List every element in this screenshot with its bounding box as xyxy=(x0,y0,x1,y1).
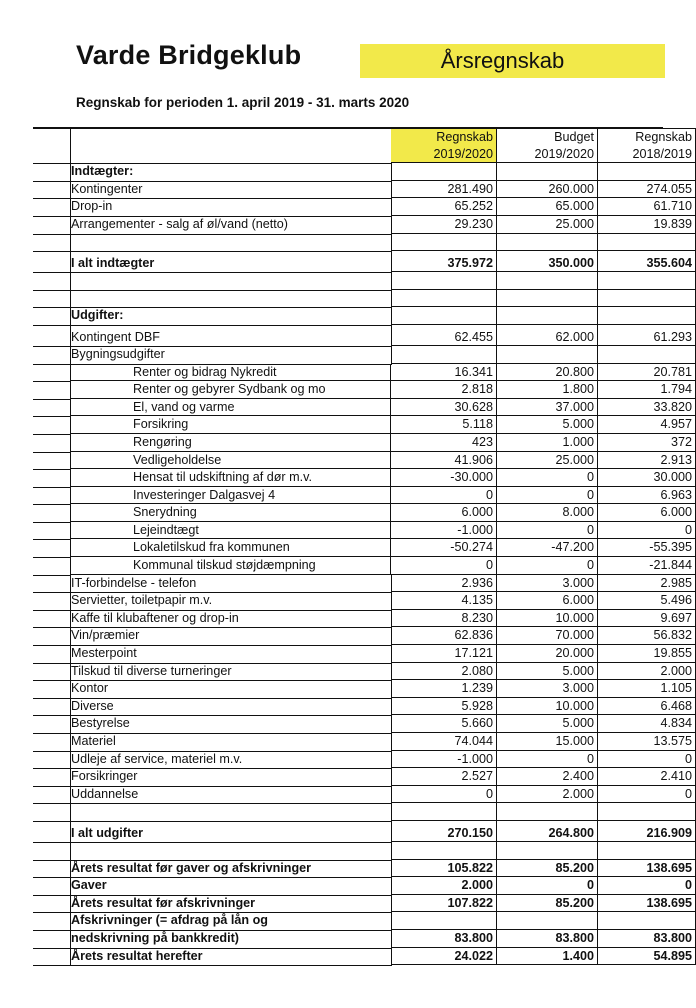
value-actual-2019: 41.906 xyxy=(391,452,497,470)
value-budget-2019: 260.000 xyxy=(497,181,598,199)
table-row xyxy=(33,610,692,628)
value-budget-2019: 0 xyxy=(497,751,598,769)
value-actual-2019: 5.660 xyxy=(391,715,497,733)
value-actual-2018: 19.855 xyxy=(598,645,696,663)
table-row xyxy=(33,680,692,698)
table-row xyxy=(33,786,692,804)
value-actual-2018: 30.000 xyxy=(598,469,696,487)
row-index-cell xyxy=(33,821,71,843)
value-actual-2018: 20.781 xyxy=(598,364,696,382)
value-actual-2019: 2.936 xyxy=(391,575,497,593)
table-row xyxy=(33,381,692,399)
table-row xyxy=(33,290,663,308)
value-actual-2018: 6.963 xyxy=(598,487,696,505)
value-budget-2019: 0 xyxy=(497,469,598,487)
row-label: Drop-in xyxy=(71,198,392,217)
col-header-actual-2019-year: 2019/2020 xyxy=(391,146,497,164)
table-row xyxy=(33,452,692,470)
row-label: Årets resultat før gaver og afskrivninger xyxy=(71,860,392,879)
value-actual-2019: -50.274 xyxy=(391,539,497,557)
value-actual-2019: 83.800 xyxy=(391,930,497,948)
value-actual-2018 xyxy=(598,307,696,325)
report-title-banner xyxy=(360,44,665,78)
table-row xyxy=(33,487,692,505)
value-actual-2019: 2.527 xyxy=(391,768,497,786)
value-budget-2019 xyxy=(497,307,598,325)
value-budget-2019: 2.000 xyxy=(497,786,598,804)
row-index-cell xyxy=(33,399,71,418)
value-actual-2018: 355.604 xyxy=(598,251,696,272)
value-budget-2019: 0 xyxy=(497,487,598,505)
col-header-budget-label: Budget xyxy=(497,128,598,146)
value-actual-2018: 0 xyxy=(598,522,696,540)
row-label: Uddannelse xyxy=(71,786,392,805)
value-actual-2018: 138.695 xyxy=(598,860,696,878)
row-label: Årets resultat før afskrivninger xyxy=(71,895,392,914)
value-budget-2019: 350.000 xyxy=(497,251,598,272)
row-index-cell xyxy=(33,307,71,326)
row-index-cell xyxy=(33,575,71,594)
row-label: Forsikring xyxy=(71,416,391,434)
value-budget-2019: 25.000 xyxy=(497,216,598,234)
value-actual-2019 xyxy=(391,307,497,325)
row-index-cell xyxy=(33,434,71,453)
value-actual-2018 xyxy=(598,272,696,290)
value-budget-2019: 62.000 xyxy=(497,325,598,346)
value-actual-2019 xyxy=(391,272,497,290)
value-budget-2019 xyxy=(497,290,598,308)
value-actual-2018 xyxy=(598,163,696,181)
value-budget-2019: 15.000 xyxy=(497,733,598,751)
value-actual-2019: 65.252 xyxy=(391,198,497,216)
value-actual-2019: 2.000 xyxy=(391,877,497,895)
value-actual-2018: 19.839 xyxy=(598,216,696,234)
row-label: Vedligeholdelse xyxy=(71,452,391,470)
table-row xyxy=(33,163,663,181)
row-index-cell xyxy=(33,181,71,200)
row-index-cell xyxy=(33,877,71,896)
row-index-cell xyxy=(33,487,71,506)
value-actual-2019: 281.490 xyxy=(391,181,497,199)
table-row xyxy=(33,216,692,234)
table-row xyxy=(33,592,692,610)
value-actual-2018: 83.800 xyxy=(598,930,696,948)
row-index-cell xyxy=(33,751,71,770)
row-index-cell xyxy=(33,539,71,558)
value-budget-2019: 264.800 xyxy=(497,821,598,842)
value-budget-2019: 3.000 xyxy=(497,680,598,698)
value-actual-2019: 1.239 xyxy=(391,680,497,698)
table-row xyxy=(33,663,692,681)
table-row xyxy=(33,539,692,557)
table-row xyxy=(33,733,692,751)
value-actual-2018: 54.895 xyxy=(598,948,696,966)
table-row xyxy=(33,307,663,325)
value-actual-2018: 0 xyxy=(598,751,696,769)
row-label: Kaffe til klubaftener og drop-in xyxy=(71,610,392,629)
value-actual-2018: 1.794 xyxy=(598,381,696,399)
value-budget-2019: 6.000 xyxy=(497,592,598,610)
value-actual-2019: 2.080 xyxy=(391,663,497,681)
value-budget-2019: 37.000 xyxy=(497,399,598,417)
value-actual-2018: 1.105 xyxy=(598,680,696,698)
table-row xyxy=(33,198,692,216)
value-budget-2019: 70.000 xyxy=(497,627,598,645)
value-budget-2019: 5.000 xyxy=(497,663,598,681)
value-actual-2019: 30.628 xyxy=(391,399,497,417)
value-actual-2018: 138.695 xyxy=(598,895,696,913)
row-label: nedskrivning på bankkredit) xyxy=(71,930,392,949)
value-actual-2019 xyxy=(391,912,497,930)
table-row xyxy=(33,399,692,417)
table-row xyxy=(33,504,692,522)
value-actual-2018: 274.055 xyxy=(598,181,696,199)
value-actual-2018 xyxy=(598,842,696,860)
col-header-budget-year: 2019/2020 xyxy=(497,146,598,164)
value-budget-2019: 0 xyxy=(497,557,598,575)
value-budget-2019: 20.000 xyxy=(497,645,598,663)
value-budget-2019: -47.200 xyxy=(497,539,598,557)
row-label: Rengøring xyxy=(71,434,391,452)
row-label: I alt udgifter xyxy=(71,821,392,843)
row-label xyxy=(71,803,392,822)
row-label: Vin/præmier xyxy=(71,627,392,646)
value-actual-2018: 6.000 xyxy=(598,504,696,522)
value-budget-2019: 2.400 xyxy=(497,768,598,786)
row-index-cell xyxy=(33,680,71,699)
value-actual-2019: 17.121 xyxy=(391,645,497,663)
value-actual-2019: 62.455 xyxy=(391,325,497,346)
value-actual-2018: 13.575 xyxy=(598,733,696,751)
row-label: Kontingent DBF xyxy=(71,325,392,347)
table-row xyxy=(33,842,663,860)
value-budget-2019: 1.800 xyxy=(497,381,598,399)
row-label: Kontor xyxy=(71,680,392,699)
value-actual-2019: 375.972 xyxy=(391,251,497,272)
row-index-cell xyxy=(33,733,71,752)
value-actual-2019 xyxy=(391,346,497,364)
row-index-cell xyxy=(33,325,71,347)
value-actual-2019 xyxy=(391,842,497,860)
row-label: Investeringer Dalgasvej 4 xyxy=(71,487,391,505)
row-index-cell xyxy=(33,715,71,734)
column-header-row-2 xyxy=(33,146,692,164)
value-budget-2019: 25.000 xyxy=(497,452,598,470)
row-index-cell xyxy=(33,930,71,949)
value-budget-2019: 5.000 xyxy=(497,416,598,434)
value-actual-2019: -1.000 xyxy=(391,751,497,769)
table-row xyxy=(33,645,692,663)
value-actual-2019: 24.022 xyxy=(391,948,497,966)
value-actual-2018: 216.909 xyxy=(598,821,696,842)
row-label: Udleje af service, materiel m.v. xyxy=(71,751,392,770)
col-header-actual-2018-label: Regnskab xyxy=(598,128,696,146)
row-index-cell xyxy=(33,272,71,291)
value-actual-2019: 270.150 xyxy=(391,821,497,842)
row-index-cell xyxy=(33,251,71,273)
value-actual-2018: 0 xyxy=(598,786,696,804)
table-row xyxy=(33,522,692,540)
value-actual-2019: 74.044 xyxy=(391,733,497,751)
value-actual-2018 xyxy=(598,234,696,252)
period-subtitle: Regnskab for perioden 1. april 2019 - 31. marts 2020 xyxy=(76,95,410,110)
value-actual-2019: 29.230 xyxy=(391,216,497,234)
value-budget-2019: 1.000 xyxy=(497,434,598,452)
value-actual-2019: 0 xyxy=(391,786,497,804)
value-actual-2018: 4.957 xyxy=(598,416,696,434)
table-row xyxy=(33,803,663,821)
row-index-cell xyxy=(33,842,71,861)
row-index-cell xyxy=(33,803,71,822)
row-index-cell xyxy=(33,364,71,383)
row-label: Materiel xyxy=(71,733,392,752)
row-label: Gaver xyxy=(71,877,392,896)
value-actual-2019: 2.818 xyxy=(391,381,497,399)
value-actual-2018 xyxy=(598,346,696,364)
table-row xyxy=(33,895,692,913)
row-label: Forsikringer xyxy=(71,768,392,787)
table-row xyxy=(33,272,663,290)
row-index-cell xyxy=(33,234,71,253)
value-actual-2018: 2.410 xyxy=(598,768,696,786)
value-actual-2018: 9.697 xyxy=(598,610,696,628)
table-row xyxy=(33,948,692,966)
row-label: Kontingenter xyxy=(71,181,392,200)
value-actual-2018 xyxy=(598,803,696,821)
row-index-cell xyxy=(33,290,71,309)
value-budget-2019: 20.800 xyxy=(497,364,598,382)
row-index-cell xyxy=(33,698,71,717)
row-label: Udgifter: xyxy=(71,307,392,326)
value-budget-2019: 1.400 xyxy=(497,948,598,966)
value-actual-2018 xyxy=(598,912,696,930)
value-actual-2019: 62.836 xyxy=(391,627,497,645)
value-actual-2018: -55.395 xyxy=(598,539,696,557)
value-actual-2019: 0 xyxy=(391,557,497,575)
table-row xyxy=(33,181,692,199)
report-title: Årsregnskab xyxy=(440,48,565,73)
value-budget-2019: 0 xyxy=(497,522,598,540)
value-actual-2018: 6.468 xyxy=(598,698,696,716)
value-actual-2018: 61.293 xyxy=(598,325,696,346)
row-label: Bygningsudgifter xyxy=(71,346,392,365)
value-actual-2018: 0 xyxy=(598,877,696,895)
value-budget-2019 xyxy=(497,234,598,252)
value-actual-2019: 4.135 xyxy=(391,592,497,610)
row-label: Renter og gebyrer Sydbank og mo xyxy=(71,381,391,399)
row-label: Lokaletilskud fra kommunen xyxy=(71,539,391,557)
value-budget-2019: 65.000 xyxy=(497,198,598,216)
value-budget-2019: 3.000 xyxy=(497,575,598,593)
table-row xyxy=(33,930,692,948)
table-row xyxy=(33,715,692,733)
table-row xyxy=(33,627,692,645)
value-actual-2019: -30.000 xyxy=(391,469,497,487)
value-actual-2019 xyxy=(391,163,497,181)
value-budget-2019 xyxy=(497,803,598,821)
table-row xyxy=(33,469,692,487)
value-budget-2019: 0 xyxy=(497,877,598,895)
value-budget-2019: 83.800 xyxy=(497,930,598,948)
value-budget-2019: 85.200 xyxy=(497,895,598,913)
value-actual-2019: 16.341 xyxy=(391,364,497,382)
row-index-cell xyxy=(33,592,71,611)
row-label: Afskrivninger (= afdrag på lån og xyxy=(71,912,392,931)
value-budget-2019 xyxy=(497,163,598,181)
col-header-actual-2018-year: 2018/2019 xyxy=(598,146,696,164)
value-actual-2019: 8.230 xyxy=(391,610,497,628)
row-index-cell xyxy=(33,786,71,805)
value-actual-2018: 372 xyxy=(598,434,696,452)
value-actual-2018: 5.496 xyxy=(598,592,696,610)
row-index-cell xyxy=(33,610,71,629)
row-index-cell xyxy=(33,416,71,435)
row-label: Servietter, toiletpapir m.v. xyxy=(71,592,392,611)
table-row xyxy=(33,346,663,364)
value-actual-2018: 2.985 xyxy=(598,575,696,593)
row-label: Hensat til udskiftning af dør m.v. xyxy=(71,469,391,487)
column-header-row-1 xyxy=(33,127,692,146)
value-actual-2018: 33.820 xyxy=(598,399,696,417)
value-budget-2019: 85.200 xyxy=(497,860,598,878)
table-row xyxy=(33,821,692,842)
value-actual-2019 xyxy=(391,234,497,252)
row-index-cell xyxy=(33,895,71,914)
value-actual-2019: 5.118 xyxy=(391,416,497,434)
value-budget-2019 xyxy=(497,272,598,290)
table-row xyxy=(33,575,692,593)
value-budget-2019: 5.000 xyxy=(497,715,598,733)
value-actual-2018: 61.710 xyxy=(598,198,696,216)
row-label: El, vand og varme xyxy=(71,399,391,417)
accounts-table xyxy=(33,127,692,965)
value-budget-2019 xyxy=(497,346,598,364)
value-actual-2018: 2.000 xyxy=(598,663,696,681)
value-actual-2019: 0 xyxy=(391,487,497,505)
row-label: Diverse xyxy=(71,698,392,717)
row-label: Tilskud til diverse turneringer xyxy=(71,663,392,682)
row-index-cell xyxy=(33,948,71,967)
row-index-cell xyxy=(33,163,71,182)
row-label: Mesterpoint xyxy=(71,645,392,664)
row-index-cell xyxy=(33,912,71,931)
row-label: Kommunal tilskud støjdæmpning xyxy=(71,557,391,575)
table-row xyxy=(33,698,692,716)
row-index-cell xyxy=(33,557,71,576)
table-row xyxy=(33,768,692,786)
value-budget-2019: 10.000 xyxy=(497,698,598,716)
value-actual-2018 xyxy=(598,290,696,308)
table-row xyxy=(33,234,663,252)
row-label: IT-forbindelse - telefon xyxy=(71,575,392,594)
row-index-cell xyxy=(33,860,71,879)
row-label xyxy=(71,290,392,309)
value-actual-2018: 2.913 xyxy=(598,452,696,470)
row-label: Bestyrelse xyxy=(71,715,392,734)
row-index-cell xyxy=(33,522,71,541)
row-index-cell xyxy=(33,452,71,471)
row-label: Arrangementer - salg af øl/vand (netto) xyxy=(71,216,392,235)
value-actual-2018: 4.834 xyxy=(598,715,696,733)
row-label: Lejeindtægt xyxy=(71,522,391,540)
value-budget-2019 xyxy=(497,842,598,860)
row-index-cell xyxy=(33,198,71,217)
value-budget-2019: 8.000 xyxy=(497,504,598,522)
table-row xyxy=(33,364,692,382)
table-row xyxy=(33,325,692,346)
row-index-cell xyxy=(33,663,71,682)
table-row xyxy=(33,557,692,575)
row-index-cell xyxy=(33,381,71,400)
row-index-cell xyxy=(33,627,71,646)
row-index-cell xyxy=(33,469,71,488)
row-label: Renter og bidrag Nykredit xyxy=(71,364,391,382)
row-index-cell xyxy=(33,346,71,365)
value-actual-2018: 56.832 xyxy=(598,627,696,645)
value-actual-2019 xyxy=(391,290,497,308)
row-label xyxy=(71,842,392,861)
value-actual-2019: 6.000 xyxy=(391,504,497,522)
row-label xyxy=(71,234,392,253)
table-row xyxy=(33,912,663,930)
row-index-cell xyxy=(33,504,71,523)
row-label: Årets resultat herefter xyxy=(71,948,392,967)
row-label: Snerydning xyxy=(71,504,391,522)
table-row xyxy=(33,251,692,272)
table-row xyxy=(33,434,692,452)
value-actual-2019: -1.000 xyxy=(391,522,497,540)
row-index-cell xyxy=(33,216,71,235)
table-row xyxy=(33,860,692,878)
table-row xyxy=(33,416,692,434)
value-actual-2018: -21.844 xyxy=(598,557,696,575)
row-label xyxy=(71,272,392,291)
value-budget-2019: 10.000 xyxy=(497,610,598,628)
value-actual-2019: 423 xyxy=(391,434,497,452)
row-label: Indtægter: xyxy=(71,163,392,182)
club-name: Varde Bridgeklub xyxy=(76,40,302,70)
row-index-cell xyxy=(33,645,71,664)
value-actual-2019: 5.928 xyxy=(391,698,497,716)
col-header-actual-2019-label: Regnskab xyxy=(391,128,497,146)
value-actual-2019: 105.822 xyxy=(391,860,497,878)
row-index-cell xyxy=(33,768,71,787)
table-row xyxy=(33,877,692,895)
row-label: I alt indtægter xyxy=(71,251,392,273)
value-budget-2019 xyxy=(497,912,598,930)
value-actual-2019 xyxy=(391,803,497,821)
value-actual-2019: 107.822 xyxy=(391,895,497,913)
table-row xyxy=(33,751,692,769)
